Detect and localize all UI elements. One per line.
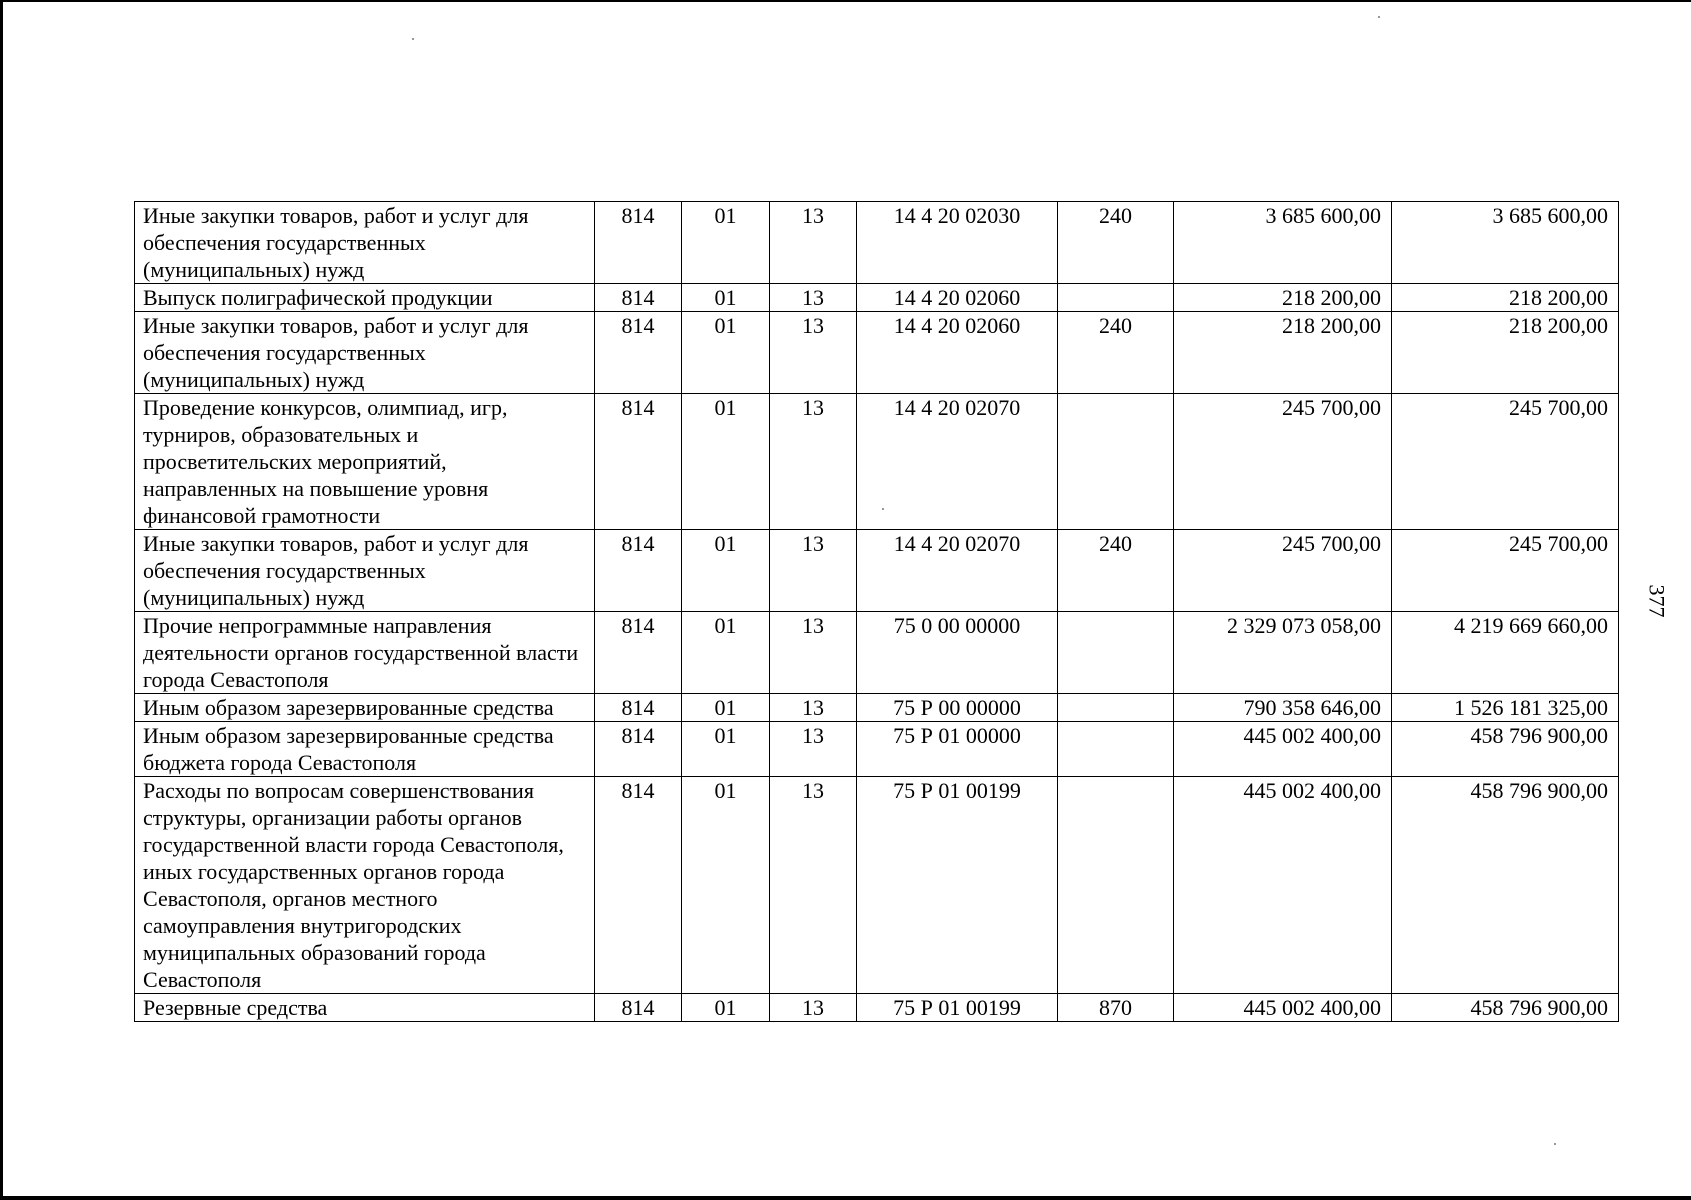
cell-sum1: 218 200,00 — [1174, 312, 1392, 394]
table-row — [135, 202, 1619, 284]
cell-sum2: 1 526 181 325,00 — [1392, 694, 1619, 722]
cell-csr: 75 Р 01 00000 — [857, 722, 1058, 777]
cell-name: Иные закупки товаров, работ и услуг для обеспечения государственных (муниципальных) нужд — [135, 202, 595, 284]
cell-sum2: 458 796 900,00 — [1392, 722, 1619, 777]
cell-sum1: 445 002 400,00 — [1174, 994, 1392, 1022]
cell-pr: 13 — [770, 994, 857, 1022]
cell-sum1: 218 200,00 — [1174, 284, 1392, 312]
cell-name: Иным образом зарезервированные средства — [135, 694, 595, 722]
cell-csr: 14 4 20 02070 — [857, 394, 1058, 530]
table-row — [135, 722, 1619, 777]
cell-name: Прочие непрограммные направления деятельности органов государственной власти города Севастополя — [135, 612, 595, 694]
cell-sum2: 458 796 900,00 — [1392, 777, 1619, 994]
cell-sum2: 218 200,00 — [1392, 284, 1619, 312]
cell-ved: 814 — [595, 722, 682, 777]
table-row — [135, 777, 1619, 994]
cell-sum2: 245 700,00 — [1392, 530, 1619, 612]
cell-vr — [1058, 394, 1174, 530]
table-row — [135, 394, 1619, 530]
cell-rz: 01 — [682, 722, 770, 777]
cell-name: Выпуск полиграфической продукции — [135, 284, 595, 312]
cell-csr: 75 Р 01 00199 — [857, 777, 1058, 994]
cell-ved: 814 — [595, 530, 682, 612]
cell-sum1: 790 358 646,00 — [1174, 694, 1392, 722]
cell-name: Проведение конкурсов, олимпиад, игр, турниров, образовательных и просветительских мероприятий, направленных на повышение уровня финансовой грамотности — [135, 394, 595, 530]
cell-vr — [1058, 694, 1174, 722]
cell-pr: 13 — [770, 694, 857, 722]
cell-pr: 13 — [770, 312, 857, 394]
cell-rz: 01 — [682, 777, 770, 994]
cell-csr: 75 Р 01 00199 — [857, 994, 1058, 1022]
cell-rz: 01 — [682, 994, 770, 1022]
cell-sum1: 245 700,00 — [1174, 530, 1392, 612]
cell-vr — [1058, 722, 1174, 777]
cell-name: Резервные средства — [135, 994, 595, 1022]
cell-sum2: 218 200,00 — [1392, 312, 1619, 394]
cell-pr: 13 — [770, 284, 857, 312]
scan-border-left — [0, 0, 3, 1200]
cell-csr: 14 4 20 02060 — [857, 284, 1058, 312]
cell-rz: 01 — [682, 530, 770, 612]
cell-sum2: 3 685 600,00 — [1392, 202, 1619, 284]
table-row — [135, 312, 1619, 394]
cell-ved: 814 — [595, 612, 682, 694]
cell-sum1: 245 700,00 — [1174, 394, 1392, 530]
table-row — [135, 530, 1619, 612]
cell-pr: 13 — [770, 722, 857, 777]
cell-pr: 13 — [770, 530, 857, 612]
table-row — [135, 694, 1619, 722]
cell-sum2: 4 219 669 660,00 — [1392, 612, 1619, 694]
cell-rz: 01 — [682, 284, 770, 312]
scan-speck — [412, 38, 414, 40]
cell-csr: 14 4 20 02060 — [857, 312, 1058, 394]
cell-rz: 01 — [682, 694, 770, 722]
cell-ved: 814 — [595, 284, 682, 312]
cell-rz: 01 — [682, 394, 770, 530]
cell-vr — [1058, 284, 1174, 312]
cell-name: Иным образом зарезервированные средства бюджета города Севастополя — [135, 722, 595, 777]
table-row — [135, 284, 1619, 312]
cell-sum1: 445 002 400,00 — [1174, 722, 1392, 777]
cell-vr: 870 — [1058, 994, 1174, 1022]
cell-sum1: 3 685 600,00 — [1174, 202, 1392, 284]
cell-vr: 240 — [1058, 312, 1174, 394]
table-row — [135, 994, 1619, 1022]
scan-speck — [1554, 1143, 1556, 1145]
cell-csr: 14 4 20 02030 — [857, 202, 1058, 284]
cell-vr — [1058, 777, 1174, 994]
cell-ved: 814 — [595, 312, 682, 394]
cell-pr: 13 — [770, 777, 857, 994]
cell-ved: 814 — [595, 994, 682, 1022]
cell-name: Иные закупки товаров, работ и услуг для обеспечения государственных (муниципальных) нужд — [135, 312, 595, 394]
scan-speck — [1378, 16, 1380, 18]
cell-pr: 13 — [770, 394, 857, 530]
cell-vr — [1058, 612, 1174, 694]
cell-ved: 814 — [595, 777, 682, 994]
cell-vr: 240 — [1058, 202, 1174, 284]
cell-rz: 01 — [682, 612, 770, 694]
cell-csr: 14 4 20 02070 — [857, 530, 1058, 612]
budget-table — [134, 201, 1619, 1022]
scan-border-top — [0, 0, 1691, 2]
scan-border-bottom — [0, 1196, 1691, 1200]
page-number: 377 — [1644, 584, 1670, 618]
cell-ved: 814 — [595, 202, 682, 284]
cell-pr: 13 — [770, 612, 857, 694]
cell-sum1: 445 002 400,00 — [1174, 777, 1392, 994]
cell-ved: 814 — [595, 694, 682, 722]
cell-name: Расходы по вопросам совершенствования структуры, организации работы органов государственной власти города Севастополя, иных государственных органов города Севастополя, органов местного самоуправления внутригородских муниципальных образований города Севастополя — [135, 777, 595, 994]
table-row — [135, 612, 1619, 694]
cell-csr: 75 Р 00 00000 — [857, 694, 1058, 722]
cell-sum1: 2 329 073 058,00 — [1174, 612, 1392, 694]
cell-sum2: 245 700,00 — [1392, 394, 1619, 530]
cell-name: Иные закупки товаров, работ и услуг для обеспечения государственных (муниципальных) нужд — [135, 530, 595, 612]
cell-pr: 13 — [770, 202, 857, 284]
cell-vr: 240 — [1058, 530, 1174, 612]
cell-rz: 01 — [682, 312, 770, 394]
cell-rz: 01 — [682, 202, 770, 284]
cell-csr: 75 0 00 00000 — [857, 612, 1058, 694]
cell-ved: 814 — [595, 394, 682, 530]
cell-sum2: 458 796 900,00 — [1392, 994, 1619, 1022]
